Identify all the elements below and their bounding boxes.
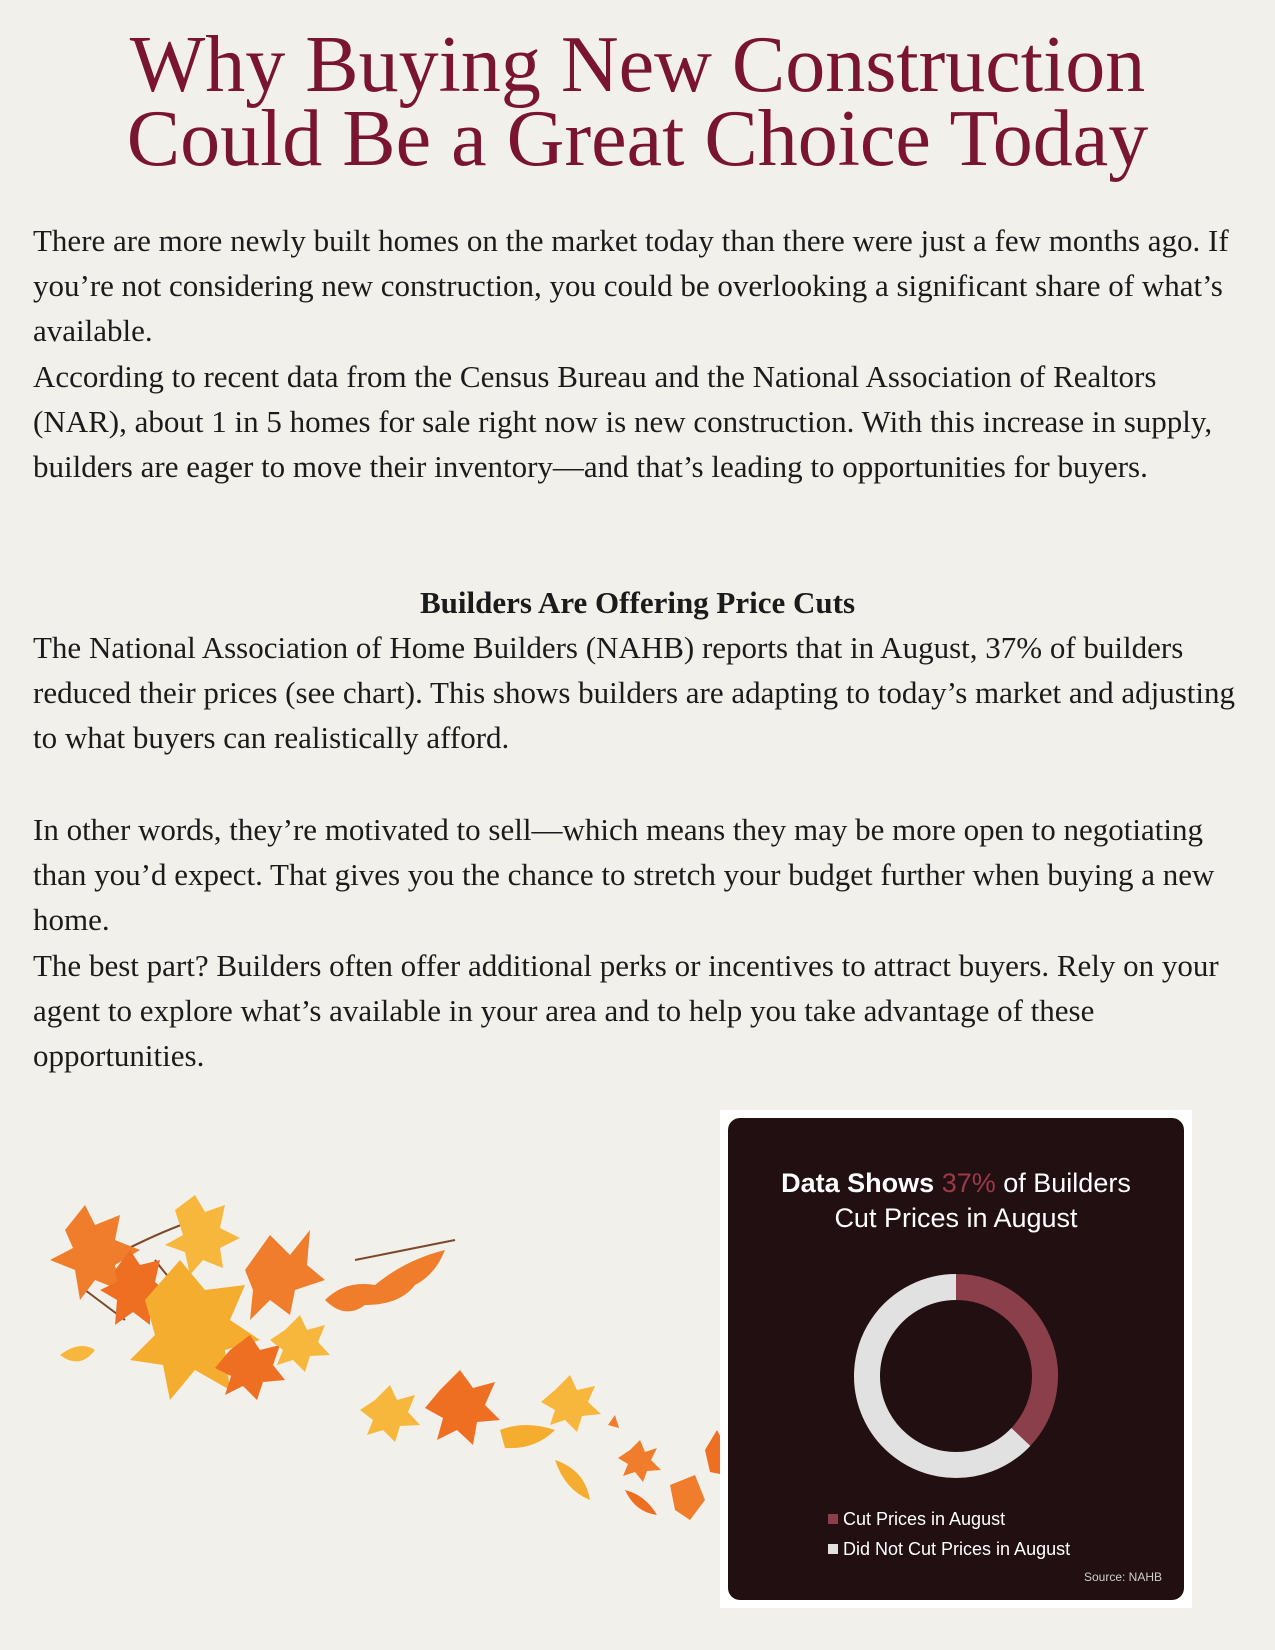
chart-source: Source: NAHB (1083, 1570, 1162, 1584)
donut-slice-cut (956, 1287, 1045, 1437)
chart-frame (720, 1110, 1192, 1608)
paragraph-census-data: According to recent data from the Census Bureau and the National Association of Realtors (NAR), about 1 in 5 homes for sale right now is new construction. With this increase in supply, builders are eager to move their inventory—and that’s leading to opportunities for buyers. (33, 359, 1213, 484)
chart-title-percent: 37% (941, 1168, 996, 1198)
paragraph-intro: There are more newly built homes on the market today than there were just a few months ago. If you’re not considering new construction, you could be overlooking a significant share of what’s available. (33, 223, 1229, 348)
paragraph-incentives: The best part? Builders often offer additional perks or incentives to attract buyers. Rely on your agent to explore what’s available in your area and to help you take advantage of these opportunities. (33, 948, 1219, 1073)
paragraph-negotiating: In other words, they’re motivated to sell—which means they may be more open to negotiating than you’d expect. That gives you the chance to stretch your budget further when buying a new home. (33, 812, 1215, 937)
legend-item-not-cut (828, 1534, 1070, 1564)
donut-chart (848, 1268, 1064, 1484)
legend-swatch-cut (828, 1514, 838, 1524)
legend-item-cut (828, 1504, 1070, 1534)
donut-slice-not-cut (867, 1287, 1021, 1465)
legend-label-cut: Cut Prices in August (843, 1508, 1006, 1529)
page-title (0, 21, 1275, 183)
section-heading: Builders Are Offering Price Cuts (419, 585, 856, 620)
autumn-leaves-illustration (45, 1190, 725, 1520)
chart-title-line-2: Cut Prices in August (834, 1203, 1078, 1233)
paragraph-nahb-report: The National Association of Home Builders (NAHB) reports that in August, 37% of builders reduced their prices (see chart). This shows builders are adapting to today’s market and adjusting to what buyers can realistically afford. (33, 630, 1236, 755)
chart-title-tail: of Builders (1003, 1168, 1131, 1198)
title-line-2: Could Be a Great Choice Today (126, 95, 1149, 183)
chart-title (728, 1166, 1184, 1236)
title-line-1: Why Buying New Construction (129, 21, 1146, 109)
legend-label-not-cut: Did Not Cut Prices in August (843, 1538, 1071, 1559)
legend-swatch-not-cut (828, 1544, 838, 1554)
chart-card (728, 1118, 1184, 1600)
chart-title-lead: Data Shows (781, 1168, 935, 1198)
chart-legend (828, 1504, 1070, 1564)
